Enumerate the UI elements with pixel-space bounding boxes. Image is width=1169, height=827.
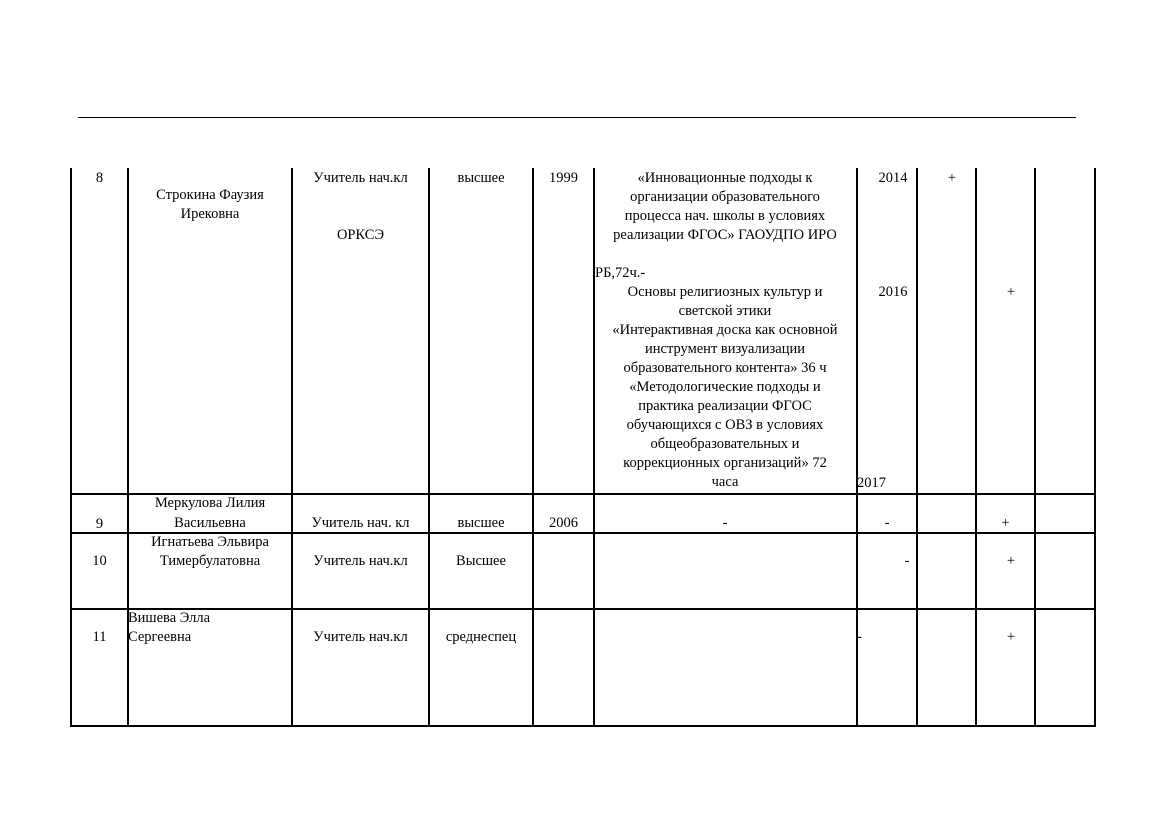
course-line: «Инновационные подходы к	[637, 170, 813, 186]
row-number: 9	[95, 516, 104, 532]
row-number: 8	[95, 170, 104, 186]
course-line: «Методологические подходы и	[629, 379, 821, 395]
teacher-name-line: Тимербулатовна	[159, 553, 261, 569]
course-line: реализации ФГОС» ГАОУДПО ИРО	[613, 227, 837, 243]
teacher-name-line: Сергеевна	[128, 629, 192, 645]
course-line: обучающихся с ОВЗ в условиях	[626, 417, 824, 433]
course-line: процесса нач. школы в условиях	[624, 208, 826, 224]
category: Высшее	[456, 553, 506, 569]
row-number: 10	[92, 553, 107, 569]
course-year: 2017	[857, 475, 886, 491]
mark: +	[1006, 553, 1016, 569]
courses: -	[722, 515, 728, 531]
teacher-name-line: Васильевна	[174, 515, 246, 531]
year: 2006	[549, 515, 578, 531]
row-divider	[70, 608, 1096, 610]
course-line: коррекционных организаций» 72	[623, 455, 827, 471]
position-extra: ОРКСЭ	[336, 227, 385, 243]
position: Учитель нач.кл	[313, 170, 408, 186]
position: Учитель нач. кл	[311, 515, 410, 531]
table-border-right	[1094, 168, 1096, 727]
course-line: организации образовательного	[630, 189, 820, 205]
teacher-name-line: Ирековна	[180, 206, 240, 222]
course-year: -	[884, 515, 890, 531]
mark: +	[1001, 515, 1010, 531]
course-year: 2016	[878, 284, 908, 300]
category: среднеспец	[445, 629, 517, 645]
teacher-name-line: Меркулова Лилия	[154, 495, 266, 511]
table-border-bottom	[70, 725, 1096, 727]
course-year: -	[857, 629, 862, 645]
row-number: 11	[92, 629, 107, 645]
course-year: -	[904, 553, 910, 569]
position: Учитель нач.кл	[313, 553, 408, 569]
mark: +	[1006, 284, 1016, 300]
year: 1999	[549, 170, 578, 186]
course-year: 2014	[878, 170, 908, 186]
column-divider	[916, 168, 918, 727]
mark: +	[947, 170, 957, 186]
category: высшее	[457, 515, 505, 531]
course-line: часа	[711, 474, 739, 490]
course-line: практика реализации ФГОС	[638, 398, 812, 414]
teacher-name-line: Вишева Элла	[128, 610, 211, 626]
column-divider	[532, 168, 534, 727]
category: высшее	[457, 170, 505, 186]
course-line: Основы религиозных культур и	[627, 284, 823, 300]
mark: +	[1006, 629, 1016, 645]
course-line: образовательного контента» 36 ч	[623, 360, 827, 376]
course-line: РБ,72ч.-	[595, 265, 646, 281]
course-line: «Интерактивная доска как основной	[612, 322, 838, 338]
teacher-name-line: Игнатьева Эльвира	[151, 534, 269, 550]
course-line: общеобразовательных и	[650, 436, 800, 452]
course-line: инструмент визуализации	[644, 341, 805, 357]
course-line: светской этики	[678, 303, 772, 319]
teacher-name-line: Строкина Фаузия	[156, 187, 264, 203]
position: Учитель нач.кл	[313, 629, 408, 645]
